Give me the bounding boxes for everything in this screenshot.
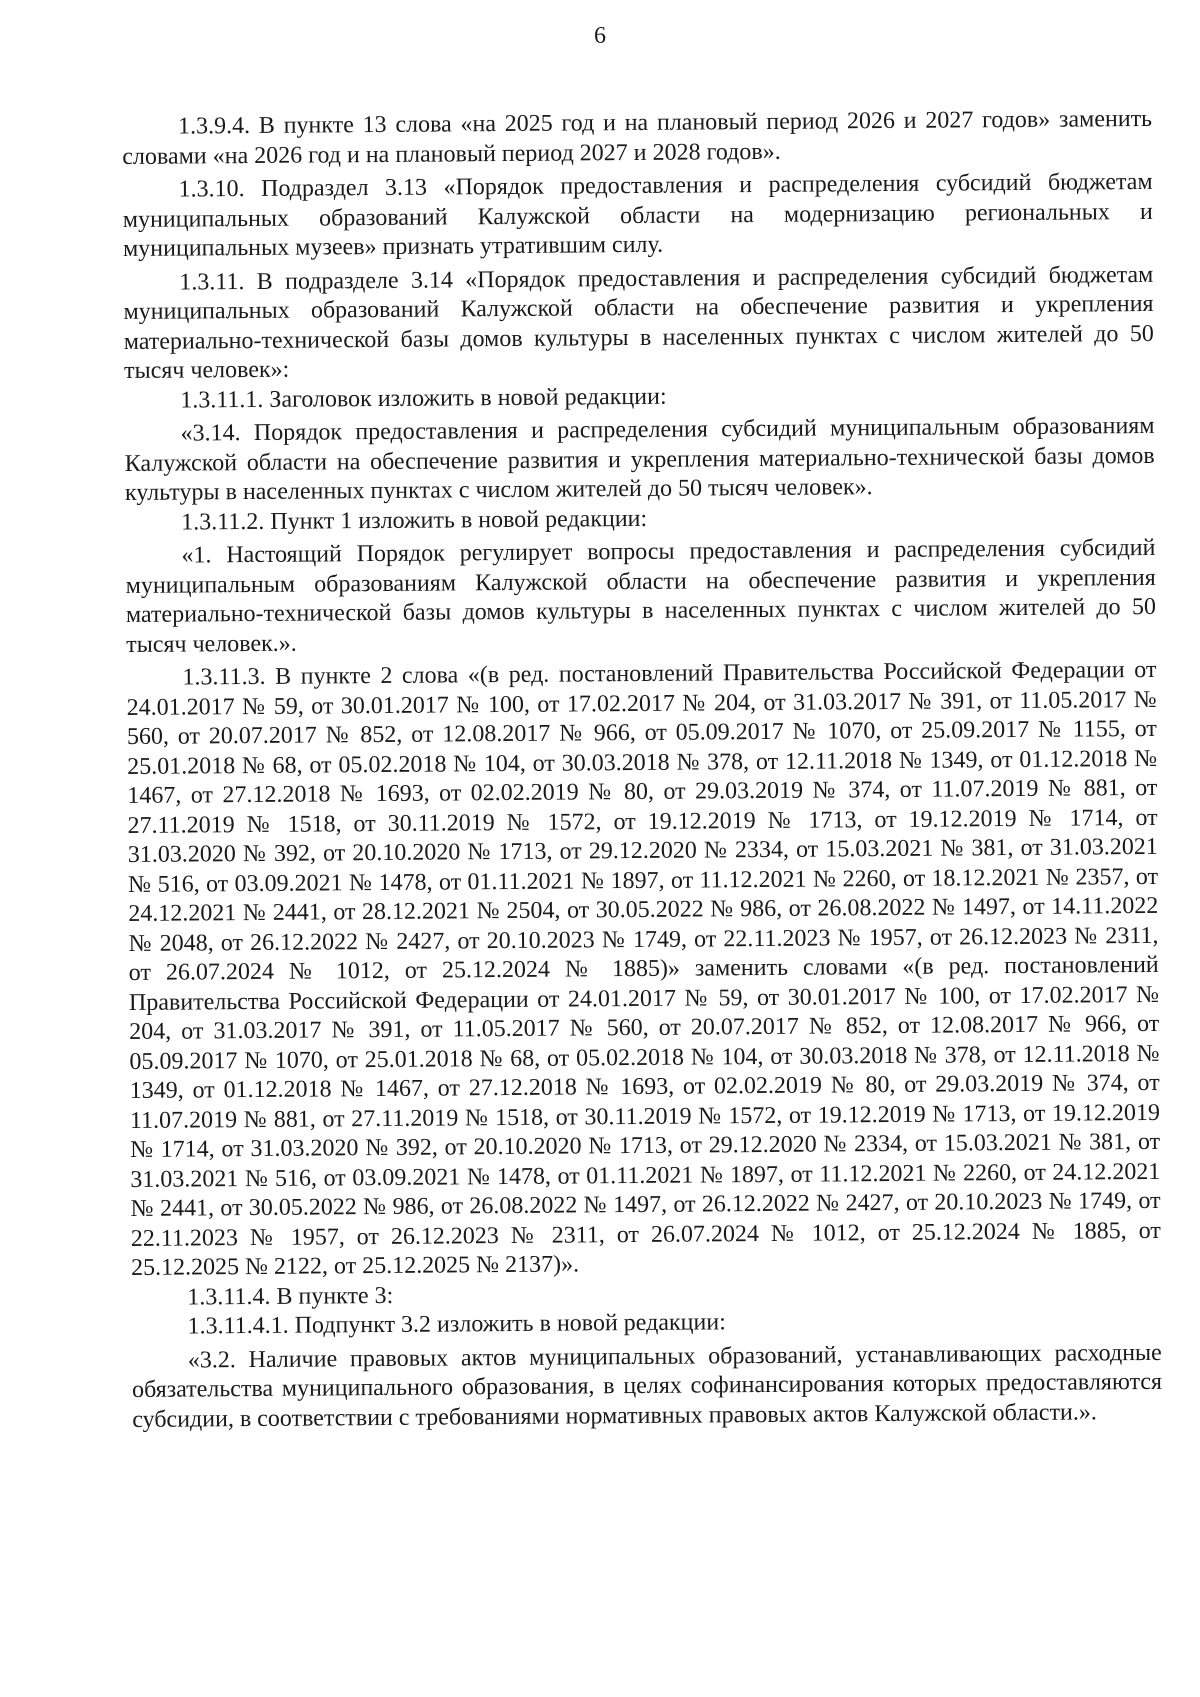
page-number: 6 <box>594 23 606 49</box>
paragraph-1-3-11-1: 1.3.11.1. Заголовок изложить в новой редакции: <box>180 383 667 414</box>
paragraph-1-3-11-4: 1.3.11.4. В пункте 3: <box>187 1282 394 1311</box>
quoted-point-1: «1. Настоящий Порядок регулирует вопросы предоставления и распределения субсидий муниципальным образованиям Калужской области на обеспечение развития и укрепления материально-технической базы домов культуры в населенных пунктах с числом жителей до 50 тысяч человек.». <box>125 534 1157 658</box>
document-body <box>122 105 1162 1435</box>
paragraph-1-3-11-2: 1.3.11.2. Пункт 1 изложить в новой редакции: <box>181 505 648 536</box>
paragraph-1-3-11-4-1: 1.3.11.4.1. Подпункт 3.2 изложить в новой редакции: <box>187 1309 726 1340</box>
paragraph-1-3-9-4: 1.3.9.4. В пункте 13 слова «на 2025 год и на плановый период 2026 и 2027 годов» заменить словами «на 2026 год и на плановый период 2027 и 2028 годов». <box>122 105 1153 170</box>
paragraph-1-3-11-3: 1.3.11.3. В пункте 2 слова «(в ред. постановлений Правительства Российской Федерации от 24.01.2017 № 59, от 30.01.2017 № 100, от 17.02.2017 № 204, от 31.03.2017 № 391, от 11.05.2017 № 560, от 20.07.2017 № 852, от 12.08.2017 № 966, от 05.09.2017 № 1070, от 25.09.2017 № 1155, от 25.01.2018 № 68, от 05.02.2018 № 104, от 30.03.2018 № 378, от 12.11.2018 № 1349, от 01.12.2018 № 1467, от 27.12.2018 № 1693, от 02.02.2019 № 80, от 29.03.2019 № 374, от 11.07.2019 № 881, от 27.11.2019 № 1518, от 30.11.2019 № 1572, от 19.12.2019 № 1713, от 19.12.2019 № 1714, от 31.03.2020 № 392, от 20.10.2020 № 1713, от 29.12.2020 № 2334, от 15.03.2021 № 381, от 31.03.2021 № 516, от 03.09.2021 № 1478, от 01.11.2021 № 1897, от 11.12.2021 № 2260, от 18.12.2021 № 2357, от 24.12.2021 № 2441, от 28.12.2021 № 2504, от 30.05.2022 № 986, от 26.08.2022 № 1497, от 14.11.2022 № 2048, от 26.12.2022 № 2427, от 20.10.2023 № 1749, от 22.11.2023 № 1957, от 26.12.2023 № 2311, от 26.07.2024 № 1012, от 25.12.2024 № 1885)» заменить словами «(в ред. постановлений Правительства Российской Федерации от 24.01.2017 № 59, от 30.01.2017 № 100, от 17.02.2017 № 204, от 31.03.2017 № 391, от 11.05.2017 № 560, от 20.07.2017 № 852, от 12.08.2017 № 966, от 05.09.2017 № 1070, от 25.01.2018 № 68, от 05.02.2018 № 104, от 30.03.2018 № 378, от 12.11.2018 № 1349, от 01.12.2018 № 1467, от 27.12.2018 № 1693, от 02.02.2019 № 80, от 29.03.2019 № 374, от 11.07.2019 № 881, от 27.11.2019 № 1518, от 30.11.2019 № 1572, от 19.12.2019 № 1713, от 19.12.2019 № 1714, от 31.03.2020 № 392, от 20.10.2020 № 1713, от 29.12.2020 № 2334, от 15.03.2021 № 381, от 31.03.2021 № 516, от 03.09.2021 № 1478, от 01.11.2021 № 1897, от 11.12.2021 № 2260, от 24.12.2021 № 2441, от 30.05.2022 № 986, от 26.08.2022 № 1497, от 26.12.2022 № 2427, от 20.10.2023 № 1749, от 22.11.2023 № 1957, от 26.12.2023 № 2311, от 26.07.2024 № 1012, от 25.12.2024 № 1885, от 25.12.2025 № 2122, от 25.12.2025 № 2137)». <box>126 656 1161 1281</box>
quoted-heading-3-14: «3.14. Порядок предоставления и распределения субсидий муниципальным образованиям Калужской области на обеспечение развития и укрепления материально-технической базы домов культуры в населенных пунктах с числом жителей до 50 тысяч человек». <box>124 412 1155 506</box>
quoted-subpoint-3-2: «3.2. Наличие правовых актов муниципальных образований, устанавливающих расходные обязательства муниципального образования, в целях софинансирования которых предоставляются субсидии, в соответствии с требованиями нормативных правовых актов Калужской области.». <box>131 1339 1163 1433</box>
paragraph-1-3-11: 1.3.11. В подразделе 3.14 «Порядок предоставления и распределения субсидий бюджетам муниципальных образований Калужской области на обеспечение развития и укрепления материально-технической базы домов культуры в населенных пунктах с числом жителей до 50 тысяч человек»: <box>123 261 1154 384</box>
paragraph-1-3-10: 1.3.10. Подраздел 3.13 «Порядок предоставления и распределения субсидий бюджетам муниципальных образований Калужской области на модернизацию региональных и муниципальных музеев» признать утратившим силу. <box>122 168 1153 262</box>
